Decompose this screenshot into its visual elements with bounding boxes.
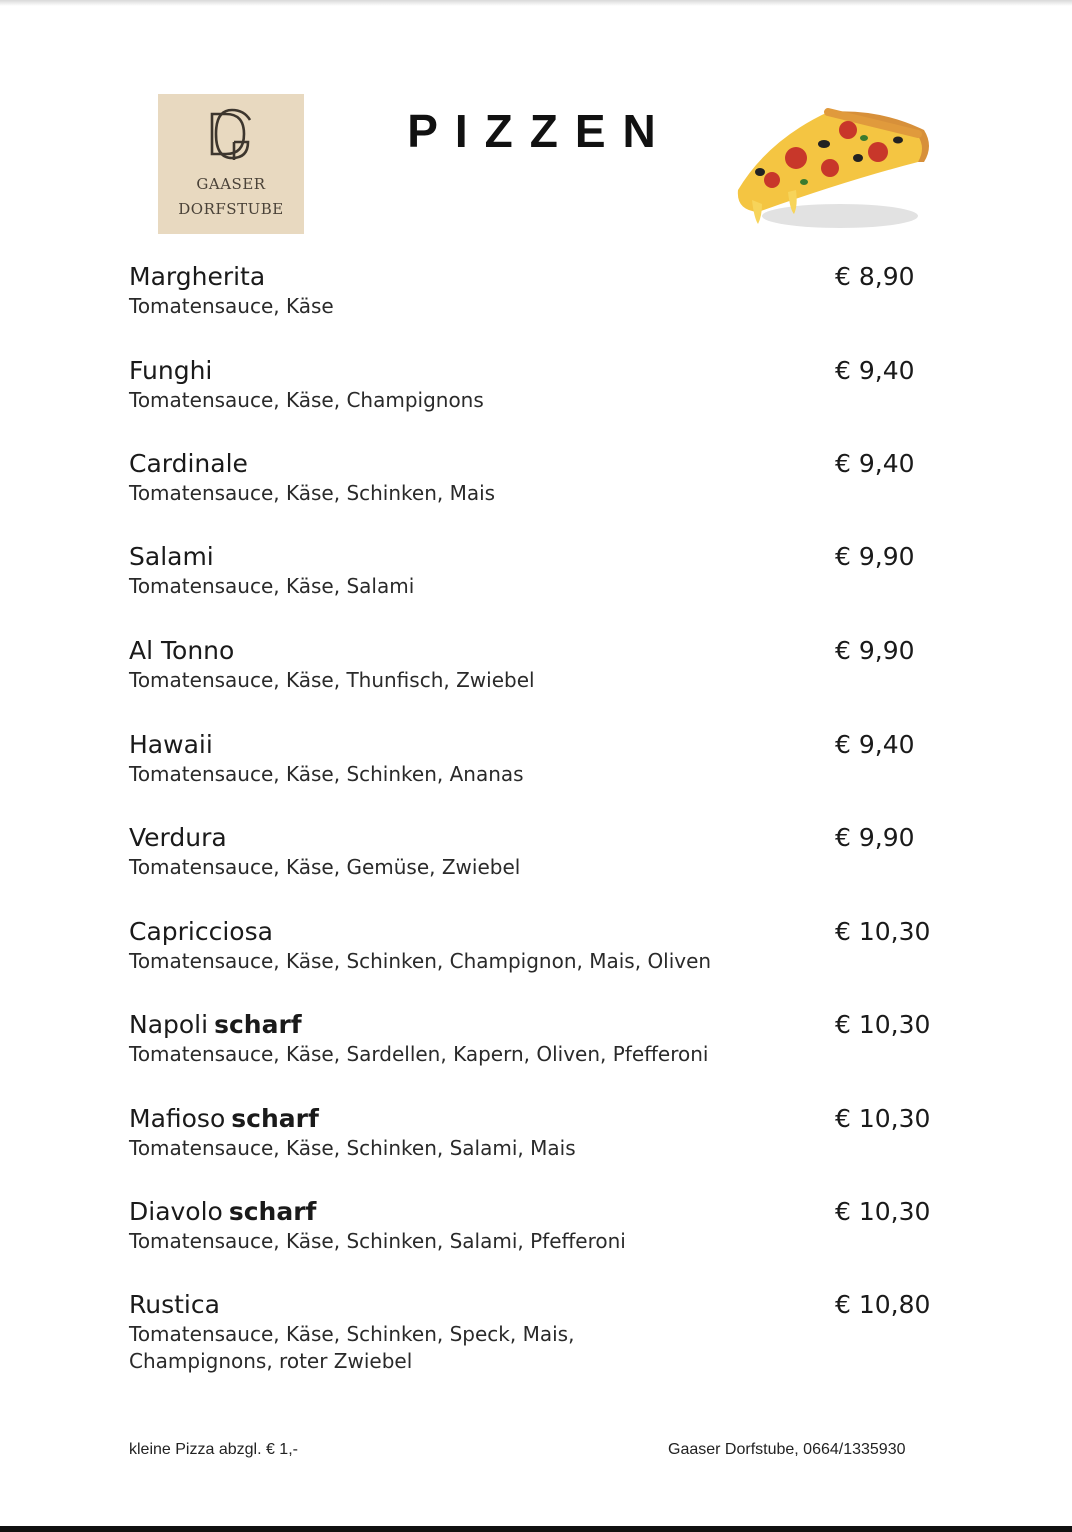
item-name: Rustica bbox=[129, 1290, 220, 1319]
item-name: Verdura bbox=[129, 823, 227, 852]
item-description: Tomatensauce, Käse, Schinken, Ananas bbox=[129, 762, 524, 786]
item-price: € 9,40 bbox=[835, 356, 915, 385]
item-name: Salami bbox=[129, 542, 214, 571]
item-price: € 9,90 bbox=[835, 542, 915, 571]
item-name: Margherita bbox=[129, 262, 266, 291]
footer-contact: Gaaser Dorfstube, 0664/1335930 bbox=[668, 1441, 906, 1458]
footer-small-pizza-note: kleine Pizza abzgl. € 1,- bbox=[129, 1441, 298, 1458]
item-description: Tomatensauce, Käse, Schinken, Salami, Pfefferoni bbox=[129, 1229, 626, 1253]
item-description: Tomatensauce, Käse, Schinken, Champignon, Mais, Oliven bbox=[129, 949, 712, 973]
item-price: € 10,30 bbox=[835, 917, 931, 946]
item-description: Tomatensauce, Käse, Champignons bbox=[129, 388, 484, 412]
item-description: Tomatensauce, Käse, Thunfisch, Zwiebel bbox=[129, 668, 535, 692]
logo-text-line1: GAASER bbox=[196, 175, 266, 193]
spicy-label: scharf bbox=[214, 1010, 302, 1039]
item-description: Tomatensauce, Käse, Schinken, Mais bbox=[129, 481, 496, 505]
item-name: Funghi bbox=[129, 356, 213, 385]
item-price: € 10,30 bbox=[835, 1104, 931, 1133]
item-description: Tomatensauce, Käse, Schinken, Speck, Mais, Champignons, roter Zwiebel bbox=[129, 1322, 575, 1373]
item-price: € 9,40 bbox=[835, 449, 915, 478]
item-description: Tomatensauce, Käse, Schinken, Salami, Mais bbox=[129, 1136, 576, 1160]
logo-text-line2: DORFSTUBE bbox=[178, 200, 284, 218]
spicy-label: scharf bbox=[231, 1104, 319, 1133]
item-price: € 9,90 bbox=[835, 823, 915, 852]
item-price: € 9,90 bbox=[835, 636, 915, 665]
item-description: Tomatensauce, Käse bbox=[129, 294, 334, 318]
item-description: Tomatensauce, Käse, Salami bbox=[129, 574, 415, 598]
item-name: Cardinale bbox=[129, 449, 248, 478]
item-price: € 10,80 bbox=[835, 1290, 931, 1319]
item-name: Hawaii bbox=[129, 730, 213, 759]
spicy-label: scharf bbox=[228, 1197, 317, 1226]
bottom-bar bbox=[0, 1526, 1072, 1532]
item-name: Napoli scharf bbox=[129, 1010, 302, 1039]
item-price: € 10,30 bbox=[835, 1010, 931, 1039]
item-name: Al Tonno bbox=[129, 636, 235, 665]
monogram-icon bbox=[204, 104, 258, 164]
item-price: € 9,40 bbox=[835, 730, 915, 759]
pizza-slice-icon bbox=[728, 100, 938, 240]
item-name: Diavolo scharf bbox=[129, 1197, 317, 1226]
restaurant-logo bbox=[158, 94, 304, 234]
item-price: € 10,30 bbox=[835, 1197, 931, 1226]
item-name: Capricciosa bbox=[129, 917, 273, 946]
item-description: Tomatensauce, Käse, Sardellen, Kapern, Oliven, Pfefferoni bbox=[129, 1042, 709, 1066]
item-name: Mafioso scharf bbox=[129, 1104, 319, 1133]
item-description: Tomatensauce, Käse, Gemüse, Zwiebel bbox=[129, 855, 521, 879]
item-price: € 8,90 bbox=[835, 262, 915, 291]
page-title: PIZZEN bbox=[407, 105, 673, 157]
top-shade bbox=[0, 0, 1072, 6]
